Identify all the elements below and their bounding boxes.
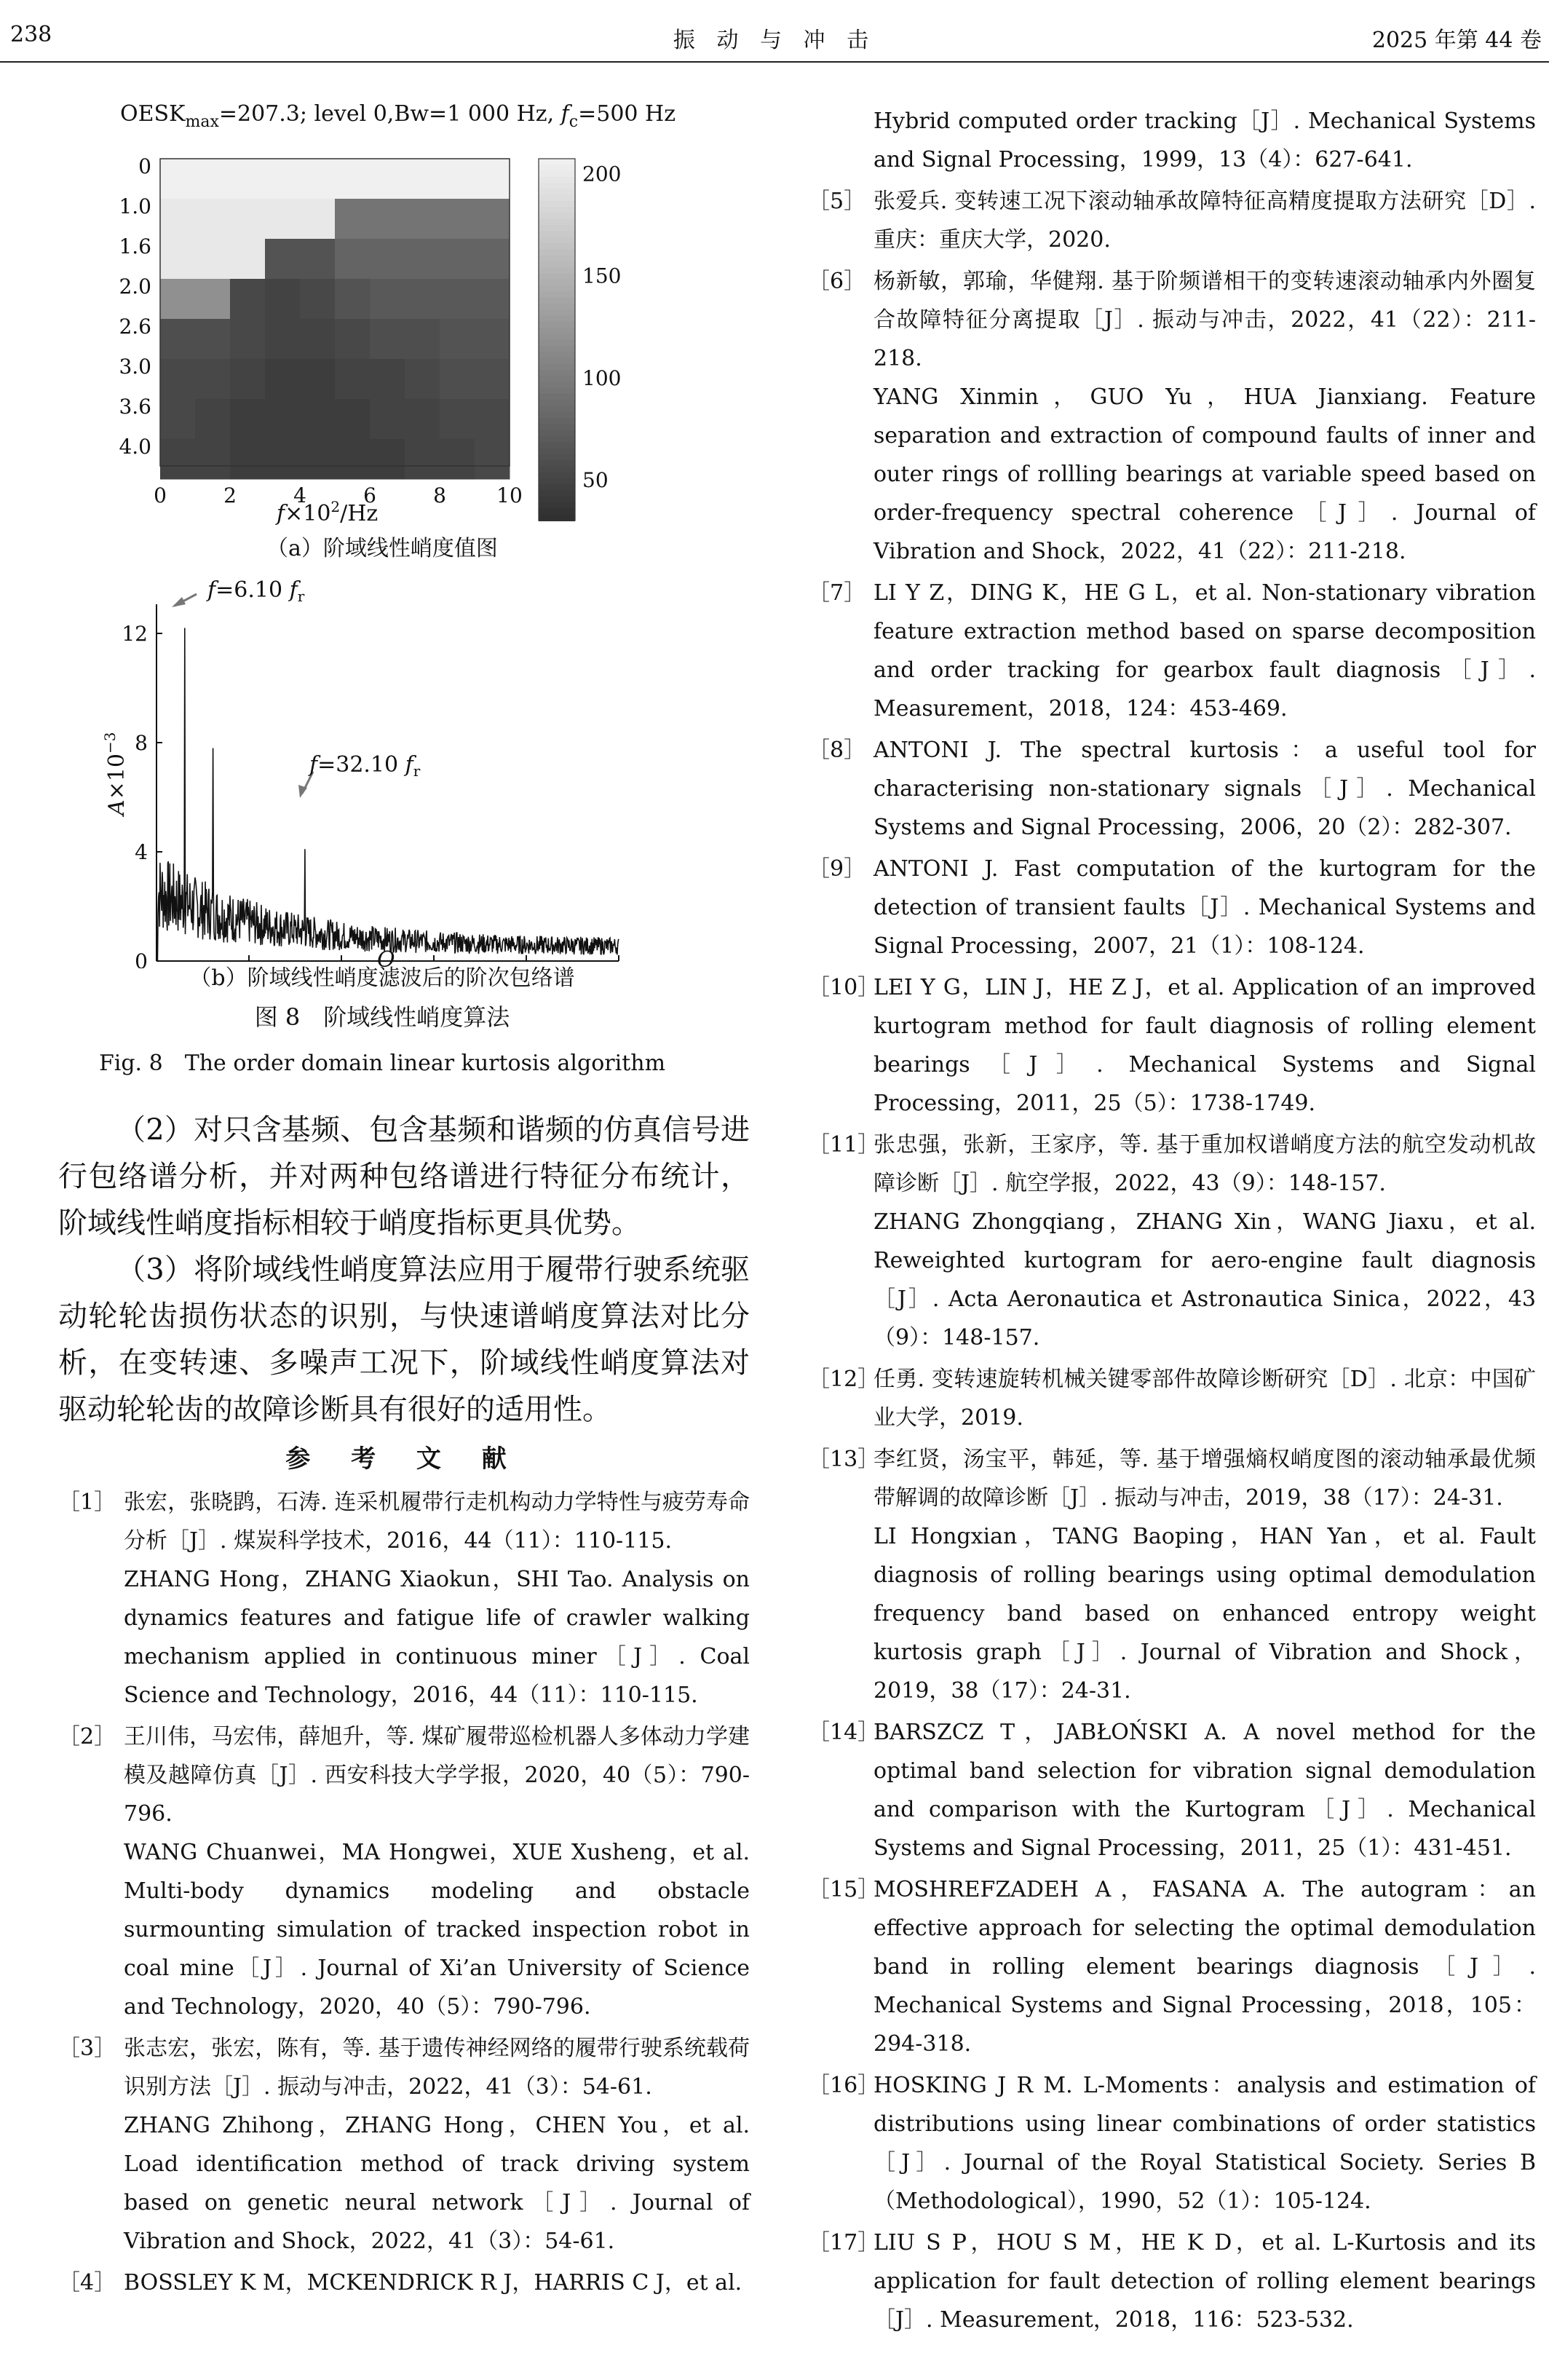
reference-item	[808, 968, 1536, 1123]
reference-translation: ZHANG Zhongqiang，ZHANG Xin，WANG Jiaxu，et al. Reweighted kurtogram for aero-engine fault diagnosis［J］. Acta Aeronautica et Astronautica Sinica，2022，43（9）：148-157.	[873, 1209, 1536, 1351]
heatmap-cell	[300, 239, 336, 280]
annotation-peak-2	[298, 752, 421, 798]
colorbar-segment	[539, 280, 575, 286]
heatmap-cell	[370, 359, 405, 400]
colorbar-tick: 100	[582, 365, 622, 390]
spectrum-y-tick: 4	[135, 840, 148, 864]
heatmap-cell	[230, 239, 266, 280]
reference-text	[873, 968, 1536, 1123]
heatmap-cell	[300, 399, 336, 440]
heatmap-cell	[405, 359, 440, 400]
colorbar-tick: 150	[582, 264, 622, 288]
reference-text	[124, 1717, 750, 2026]
reference-item	[58, 2029, 750, 2261]
heatmap-cell	[195, 439, 231, 480]
colorbar-segment	[539, 291, 575, 298]
heatmap-cell	[195, 279, 231, 320]
reference-item	[808, 182, 1536, 259]
heatmap-cell	[475, 239, 510, 280]
reference-primary: 张宏，张晓鹍，石涛. 连采机履带行走机构动力学特性与疲劳寿命分析［J］. 煤炭科学技术，2016，44（11）：110-115.	[124, 1490, 750, 1554]
reference-primary: HOSKING J R M. L-Moments：analysis and estimation of distributions using linear combinations of order statistics［J］. Journal of the Royal Statistical Society. Series B（Methodological），1990，52（1）：105-124.	[873, 2073, 1536, 2214]
heatmap-cell	[230, 319, 266, 360]
references-title: 参 考 文 献	[285, 1444, 523, 1474]
heatmap-cell	[440, 319, 475, 360]
colorbar-segment	[539, 412, 575, 419]
heatmap-cell	[160, 199, 196, 240]
colorbar-segment	[539, 171, 575, 178]
colorbar-segment	[539, 357, 575, 364]
reference-text	[873, 1870, 1536, 2063]
reference-primary: 张爱兵. 变转速工况下滚动轴承故障特征高精度提取方法研究［D］. 重庆：重庆大学，2020.	[873, 189, 1536, 253]
colorbar-segment	[539, 328, 575, 334]
heatmap-cell	[370, 199, 405, 240]
colorbar-segment	[539, 491, 575, 497]
heatmap-cell	[370, 439, 405, 480]
colorbar-segment	[539, 424, 575, 430]
heatmap-y-tick: 3.0	[119, 355, 151, 379]
heatmap-cell	[475, 199, 510, 240]
heatmap-cell	[405, 159, 440, 199]
heatmap-cell	[300, 159, 336, 199]
heatmap-x-tick: 0	[154, 483, 167, 507]
heatmap-cell	[300, 199, 336, 240]
colorbar	[539, 159, 621, 521]
spectrum-axes	[157, 604, 619, 961]
heatmap-cell	[405, 319, 440, 360]
heatmap-y-tick: 3.6	[119, 395, 151, 419]
annotation-peak-1	[172, 577, 305, 607]
colorbar-segment	[539, 237, 575, 244]
heatmap-cell	[335, 319, 371, 360]
reference-text	[873, 850, 1536, 965]
reference-item	[808, 102, 1536, 179]
heatmap-cell	[160, 159, 196, 199]
reference-item	[58, 1717, 750, 2026]
reference-item	[58, 1483, 750, 1715]
heatmap-cell	[440, 439, 475, 480]
heatmap-cell	[230, 359, 266, 400]
heatmap-cell	[300, 279, 336, 320]
heatmap-cell	[230, 439, 266, 480]
heatmap-cell	[230, 159, 266, 199]
reference-number: ［17］	[808, 2230, 880, 2256]
colorbar-segment	[539, 340, 575, 347]
svg-text:f=6.10 fr: f=6.10 $f_r$	[207, 577, 305, 605]
heatmap-cell	[265, 239, 301, 280]
reference-translation: LI Hongxian，TANG Baoping，HAN Yan，et al. Fault diagnosis of rolling bearings using optimal demodulation frequency band based on enhanced entropy weight kurtosis graph［J］. Journal of Vibration and Shock，2019，38（17）：24-31.	[873, 1524, 1536, 1704]
colorbar-segment	[539, 400, 575, 406]
heatmap-cell	[405, 439, 440, 480]
heatmap-cell	[475, 319, 510, 360]
reference-number: ［1］	[58, 1490, 116, 1515]
heatmap-cell	[265, 439, 301, 480]
reference-primary: LI Y Z，DING K，HE G L，et al. Non-stationary vibration feature extraction method based on sparse decomposition and order tracking for gearbox fault diagnosis［J］. Measurement，2018，124：453-469.	[873, 580, 1536, 721]
colorbar-segment	[539, 381, 575, 388]
reference-text	[873, 2223, 1536, 2339]
colorbar-segment	[539, 298, 575, 304]
heatmap-x-tick: 8	[433, 483, 446, 507]
reference-number: ［9］	[808, 856, 866, 882]
reference-primary: LIU S P，HOU S M，HE K D，et al. L-Kurtosis and its application for fault detection of rolling element bearings［J］. Measurement，2018，116：523-532.	[873, 2230, 1536, 2333]
conclusions	[58, 1107, 750, 1433]
colorbar-segment	[539, 322, 575, 328]
heatmap-title: $OESK_{max}=207.3$; level 0,Bw=1 000 Hz, $f_c=500$ Hz	[120, 101, 676, 131]
reference-number: ［11］	[808, 1132, 880, 1158]
reference-text	[124, 2029, 750, 2261]
colorbar-segment	[539, 159, 575, 165]
reference-item	[808, 1440, 1536, 1710]
colorbar-segment	[539, 418, 575, 424]
colorbar-tick: 200	[582, 162, 622, 186]
reference-item	[808, 262, 1536, 571]
heatmap-cell	[265, 199, 301, 240]
reference-number: ［8］	[808, 738, 866, 763]
reference-translation: ZHANG Zhihong，ZHANG Hong，CHEN You，et al. Load identification method of track driving system based on genetic neural network［J］. Journal of Vibration and Shock，2022，41（3）：54-61.	[124, 2113, 750, 2254]
heatmap-cell	[370, 319, 405, 360]
heatmap-x-tick: 10	[496, 483, 523, 507]
colorbar-segment	[539, 267, 575, 274]
references-right	[808, 102, 1536, 2339]
colorbar-segment	[539, 243, 575, 250]
heatmap-cell	[440, 399, 475, 440]
heatmap-cell	[475, 359, 510, 400]
heatmap-cell	[230, 279, 266, 320]
heatmap-y-tick: 2.0	[119, 274, 151, 299]
heatmap-cell	[160, 359, 196, 400]
colorbar-segment	[539, 304, 575, 310]
heatmap-cell	[265, 399, 301, 440]
reference-text	[873, 1126, 1536, 1357]
heatmap-cell	[370, 399, 405, 440]
colorbar-segment	[539, 285, 575, 292]
heatmap-cell	[335, 399, 371, 440]
heatmap-cell	[405, 399, 440, 440]
colorbar-segment	[539, 309, 575, 316]
figure-title-en: Fig. 8 The order domain linear kurtosis algorithm	[98, 1051, 666, 1076]
colorbar-segment	[539, 394, 575, 400]
heatmap-cell	[160, 319, 196, 360]
colorbar-segment	[539, 273, 575, 280]
heatmap-y-tick: 0	[138, 154, 151, 178]
colorbar-segment	[539, 201, 575, 207]
colorbar-segment	[539, 165, 575, 171]
colorbar-segment	[539, 213, 575, 220]
reference-number: ［7］	[808, 580, 866, 606]
heatmap-cell	[300, 319, 336, 360]
reference-number: ［5］	[808, 189, 866, 214]
reference-primary: Hybrid computed order tracking［J］. Mechanical Systems and Signal Processing，1999，13（4）：627-641.	[873, 108, 1536, 173]
reference-number: ［14］	[808, 1720, 880, 1745]
heatmap-cell	[195, 359, 231, 400]
spectrum-ylabel: $A\times 10^{-3}$	[101, 732, 130, 815]
heatmap-y-tick: 1.0	[119, 194, 151, 218]
colorbar-segment	[539, 207, 575, 213]
heatmap-cell	[405, 199, 440, 240]
reference-primary: LEI Y G，LIN J，HE Z J，et al. Application of an improved kurtogram method for fault diagnosis of rolling element bearings［J］. Mechanical Systems and Signal Processing，2011，25（5）：1738-1749.	[873, 975, 1536, 1116]
heatmap-cell	[440, 159, 475, 199]
heatmap-cell	[265, 159, 301, 199]
reference-text	[873, 262, 1536, 571]
reference-primary: BARSZCZ T，JABŁOŃSKI A. A novel method for the optimal band selection for vibration signal demodulation and comparison with the Kurtogram［J］. Mechanical Systems and Signal Processing，2011，25（1）：431-451.	[873, 1720, 1536, 1861]
reference-primary: 张志宏，张宏，陈有，等. 基于遗传神经网络的履带行驶系统载荷识别方法［J］. 振动与冲击，2022，41（3）：54-61.	[124, 2036, 750, 2100]
reference-number: ［15］	[808, 1877, 880, 1902]
heatmap-cell	[195, 399, 231, 440]
reference-item	[58, 2264, 750, 2302]
reference-primary: ANTONI J. Fast computation of the kurtogram for the detection of transient faults［J］. Mechanical Systems and Signal Processing，2007，21（1）：108-124.	[873, 856, 1536, 959]
reference-text	[873, 731, 1536, 847]
colorbar-segment	[539, 364, 575, 371]
colorbar-segment	[539, 448, 575, 455]
heatmap-cell	[300, 359, 336, 400]
heatmap-cell	[370, 279, 405, 320]
reference-item	[808, 1870, 1536, 2063]
reference-translation: ZHANG Hong，ZHANG Xiaokun，SHI Tao. Analysis on dynamics features and fatigue life of crawler walking mechanism applied in continuous miner［J］. Coal Science and Technology，2016，44（11）：110-115.	[124, 1567, 750, 1708]
reference-item	[808, 731, 1536, 847]
colorbar-segment	[539, 225, 575, 232]
colorbar-segment	[539, 436, 575, 443]
reference-primary: 王川伟，马宏伟，薛旭升，等. 煤矿履带巡检机器人多体动力学建模及越障仿真［J］. 西安科技大学学报，2020，40（5）：790-796.	[124, 1724, 750, 1827]
heatmap-cell	[440, 359, 475, 400]
colorbar-segment	[539, 231, 575, 237]
reference-primary: MOSHREFZADEH A，FASANA A. The autogram：an effective approach for selecting the optimal demodulation band in rolling element bearings diagnosis［J］. Mechanical Systems and Signal Processing，2018，105：294-318.	[873, 1877, 1536, 2057]
colorbar-segment	[539, 508, 575, 515]
colorbar-segment	[539, 352, 575, 358]
reference-text	[873, 102, 1536, 179]
heatmap-x-tick: 2	[223, 483, 237, 507]
heatmap-cell	[230, 399, 266, 440]
colorbar-segment	[539, 333, 575, 340]
heatmap-cell	[335, 359, 371, 400]
reference-number: ［2］	[58, 1724, 116, 1750]
heatmap-cell	[475, 279, 510, 320]
reference-text	[124, 2264, 750, 2302]
reference-primary: 李红贤，汤宝平，韩延，等. 基于增强熵权峭度图的滚动轴承最优频带解调的故障诊断［J］. 振动与冲击，2019，38（17）：24-31.	[873, 1447, 1536, 1511]
heatmap-cell	[335, 159, 371, 199]
reference-item	[808, 850, 1536, 965]
references-left	[58, 1483, 750, 2302]
reference-number	[808, 102, 873, 179]
colorbar-segment	[539, 346, 575, 352]
heatmap-cell	[230, 199, 266, 240]
colorbar-segment	[539, 177, 575, 183]
reference-item	[808, 2223, 1536, 2339]
colorbar-segment	[539, 183, 575, 189]
heatmap-cell	[195, 199, 231, 240]
heatmap-cell	[440, 199, 475, 240]
heatmap-x-tick: 6	[363, 483, 376, 507]
heatmap-cell	[370, 239, 405, 280]
paragraph-2: （2）对只含基频、包含基频和谐频的仿真信号进行包络谱分析，并对两种包络谱进行特征分布统计，阶域线性峭度指标相较于峭度指标更具优势。	[58, 1113, 750, 1240]
reference-text	[873, 574, 1536, 728]
heatmap-y-ticks	[119, 154, 151, 459]
reference-primary: 杨新敏，郭瑜，华健翔. 基于阶频谱相干的变转速滚动轴承内外圈复合故障特征分离提取［J］. 振动与冲击，2022，41（22）：211-218.	[873, 269, 1536, 371]
heatmap-cell	[405, 279, 440, 320]
page-header	[0, 0, 1549, 61]
reference-number: ［4］	[58, 2270, 116, 2296]
reference-item	[808, 574, 1536, 728]
heatmap-cell	[160, 399, 196, 440]
colorbar-segment	[539, 388, 575, 395]
reference-primary: ANTONI J. The spectral kurtosis：a useful tool for characterising non-stationary signals［J］. Mechanical Systems and Signal Processing，2006，20（2）：282-307.	[873, 738, 1536, 840]
reference-item	[808, 1713, 1536, 1867]
reference-text	[124, 1483, 750, 1715]
reference-item	[808, 2066, 1536, 2221]
heatmap-cell	[195, 159, 231, 199]
heatmap-chart	[0, 73, 764, 539]
heatmap-cell	[475, 159, 510, 199]
heatmap-cell	[265, 279, 301, 320]
reference-translation: YANG Xinmin，GUO Yu，HUA Jianxiang. Feature separation and extraction of compound faults of inner and outer rings of rollling bearings at variable speed based on order-frequency spectral coherence［J］. Journal of Vibration and Shock，2022，41（22）：211-218.	[873, 384, 1536, 564]
heatmap-caption: （a）阶域线性峭度值图	[266, 536, 498, 561]
reference-number: ［12］	[808, 1367, 880, 1392]
heatmap-y-tick: 2.6	[119, 315, 151, 339]
spectrum-xlabel: O	[377, 947, 395, 968]
heatmap-cell	[405, 239, 440, 280]
heatmap-cell	[335, 199, 371, 240]
colorbar-segment	[539, 261, 575, 268]
colorbar-segment	[539, 370, 575, 376]
spectrum-y-tick: 0	[135, 949, 148, 968]
colorbar-segment	[539, 249, 575, 256]
colorbar-segment	[539, 189, 575, 195]
colorbar-segment	[539, 484, 575, 491]
heatmap-cell	[300, 439, 336, 480]
heatmap-cells	[160, 159, 510, 480]
reference-item	[808, 1360, 1536, 1437]
colorbar-segment	[539, 502, 575, 509]
reference-number: ［16］	[808, 2073, 880, 2098]
heatmap-y-tick: 1.6	[119, 234, 151, 258]
heatmap-cell	[335, 279, 371, 320]
colorbar-segment	[539, 497, 575, 503]
figure-title-cn: 图 8 阶域线性峭度算法	[254, 1003, 510, 1031]
reference-text	[873, 1440, 1536, 1710]
reference-text	[873, 1360, 1536, 1437]
colorbar-segment	[539, 195, 575, 202]
reference-primary: 张忠强，张新，王家序，等. 基于重加权谱峭度方法的航空发动机故障诊断［J］. 航空学报，2022，43（9）：148-157.	[873, 1132, 1536, 1196]
colorbar-segment	[539, 219, 575, 226]
reference-primary: BOSSLEY K M，MCKENDRICK R J，HARRIS C J，et al.	[124, 2270, 742, 2296]
heatmap-cell	[370, 159, 405, 199]
heatmap-cell	[335, 239, 371, 280]
reference-number: ［3］	[58, 2036, 116, 2061]
colorbar-segment	[539, 473, 575, 479]
heatmap-cell	[195, 239, 231, 280]
colorbar-segment	[539, 442, 575, 448]
colorbar-segment	[539, 315, 575, 322]
reference-text	[873, 182, 1536, 259]
colorbar-segment	[539, 376, 575, 382]
spectrum-chart	[0, 575, 764, 968]
heatmap-cell	[475, 399, 510, 440]
spectrum-y-tick: 8	[135, 731, 148, 755]
reference-text	[873, 1713, 1536, 1867]
colorbar-segment	[539, 466, 575, 473]
right-column	[808, 102, 1536, 2342]
page-number: 238	[10, 22, 52, 47]
reference-number: ［13］	[808, 1447, 880, 1472]
reference-text	[873, 2066, 1536, 2221]
spectrum-line	[157, 628, 619, 962]
heatmap-cell	[160, 439, 196, 480]
colorbar-tick: 50	[582, 467, 609, 492]
heatmap-cell	[440, 239, 475, 280]
heatmap-cell	[265, 319, 301, 360]
heatmap-cell	[440, 279, 475, 320]
reference-item	[808, 1126, 1536, 1357]
svg-text:f=32.10 fr: f=32.10 $f_r$	[309, 752, 421, 780]
issue-label: 2025 年第 44 卷	[1371, 28, 1542, 53]
heatmap-cell	[160, 279, 196, 320]
left-column	[58, 1107, 750, 2305]
colorbar-segment	[539, 460, 575, 467]
colorbar-segment	[539, 430, 575, 437]
journal-title: 振 动 与 冲 击	[673, 28, 876, 53]
heatmap-cell	[195, 319, 231, 360]
colorbar-segment	[539, 256, 575, 262]
reference-primary: 任勇. 变转速旋转机械关键零部件故障诊断研究［D］. 北京：中国矿业大学，2019.	[873, 1367, 1536, 1431]
figure-8	[0, 73, 764, 1092]
spectrum-caption: （b）阶域线性峭度滤波后的阶次包络谱	[189, 965, 575, 991]
paragraph-3: （3）将阶域线性峭度算法应用于履带行驶系统驱动轮轮齿损伤状态的识别，与快速谱峭度算法对比分析，在变转速、多噪声工况下，阶域线性峭度算法对驱动轮轮齿的故障诊断具有很好的适用性。	[58, 1253, 750, 1426]
heatmap-y-tick: 4.0	[119, 435, 151, 459]
heatmap-xlabel: $f\times 10^2/Hz$	[277, 498, 379, 526]
reference-number: ［10］	[808, 975, 880, 1000]
spectrum-y-tick: 12	[122, 622, 148, 646]
colorbar-segment	[539, 406, 575, 413]
heatmap-cell	[335, 439, 371, 480]
reference-translation: WANG Chuanwei，MA Hongwei，XUE Xusheng，et al. Multi-body dynamics modeling and obstacle surmounting simulation of tracked inspection robot in coal mine［J］. Journal of Xi’an University of Science and Technology，2020，40（5）：790-796.	[124, 1840, 750, 2020]
heatmap-cell	[160, 239, 196, 280]
heatmap-cell	[265, 359, 301, 400]
colorbar-segment	[539, 478, 575, 485]
colorbar-segment	[539, 454, 575, 461]
heatmap-cell	[475, 439, 510, 480]
header-rule	[0, 61, 1549, 63]
heatmap-x-tick: 4	[293, 483, 306, 507]
reference-number: ［6］	[808, 269, 866, 294]
